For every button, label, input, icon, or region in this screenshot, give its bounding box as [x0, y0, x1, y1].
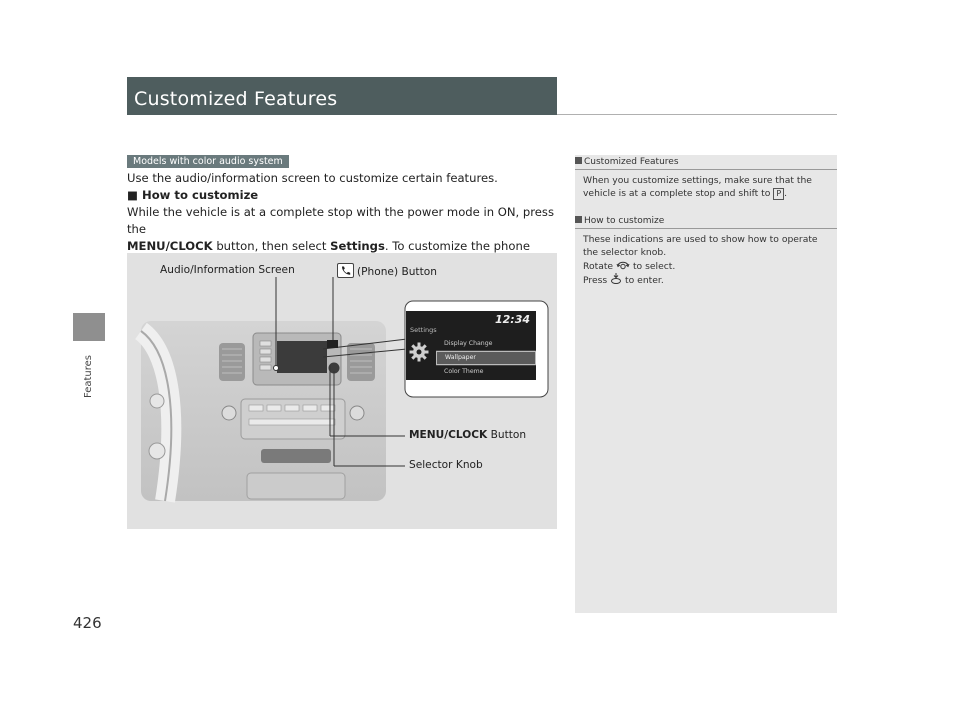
note-rule	[575, 169, 837, 170]
audio-screen-label: Audio/Information Screen	[160, 264, 295, 276]
screen-time: 12:34	[494, 313, 530, 326]
note-heading-text: Customized Features	[584, 157, 679, 167]
note-text-span: vehicle is at a complete stop and shift to	[583, 188, 771, 199]
subheading	[127, 187, 557, 204]
note-text: When you customize settings, make sure that the	[583, 175, 812, 186]
title-rule	[557, 114, 837, 115]
note-text-span: Rotate	[583, 261, 614, 272]
note-heading-1	[575, 157, 679, 167]
dashboard-illustration	[127, 253, 557, 529]
rotate-knob-icon	[616, 259, 630, 270]
page-number: 426	[73, 614, 102, 632]
menu-list	[436, 338, 536, 378]
note-marker	[575, 157, 582, 164]
park-key: P	[773, 188, 784, 200]
menu-clock-bold: MENU/CLOCK	[409, 429, 488, 441]
intro-text: Use the audio/information screen to customize certain features.	[127, 171, 498, 185]
menu-item-selected: Wallpaper	[436, 351, 536, 365]
note-marker	[575, 216, 582, 223]
phone-icon	[337, 263, 354, 278]
section-title: Customized Features	[134, 88, 338, 110]
note-text-span: .	[784, 188, 788, 199]
note-body-1	[583, 174, 833, 200]
press-knob-icon	[610, 273, 622, 284]
note-text-span: Press	[583, 275, 608, 286]
note-rule	[575, 228, 837, 229]
note-heading-2	[575, 216, 664, 226]
note-text-span: to enter.	[625, 275, 664, 286]
phone-button-label	[337, 263, 437, 278]
settings-term: Settings	[330, 239, 385, 253]
section-title-bar	[127, 77, 557, 115]
dashboard-figure	[127, 253, 557, 529]
menu-item: Display Change	[436, 338, 536, 351]
menu-item: Color Theme	[436, 365, 536, 378]
note-heading-text: How to customize	[584, 216, 665, 226]
settings-screen	[406, 311, 536, 380]
instruction-text: button, then select	[212, 239, 331, 253]
screen-header: Settings	[410, 326, 437, 334]
instruction-text: . To customize the phone	[384, 239, 530, 253]
subheading-marker: ■	[127, 188, 138, 202]
note-text	[583, 259, 833, 273]
chapter-label: Features	[83, 355, 94, 399]
phone-button-text: (Phone) Button	[357, 266, 437, 278]
subheading-text: How to customize	[142, 188, 259, 202]
menu-clock-label	[409, 429, 526, 441]
chapter-tab	[73, 313, 105, 341]
menu-clock-term: MENU/CLOCK	[127, 239, 213, 253]
note-text: the selector knob.	[583, 247, 667, 258]
selector-knob-label: Selector Knob	[409, 459, 483, 471]
note-text-span: to select.	[632, 261, 676, 272]
instruction-line-1: While the vehicle is at a complete stop with the power mode in ON, press the	[127, 205, 554, 236]
note-body-2	[583, 233, 833, 287]
note-text: These indications are used to show how to operate	[583, 234, 818, 245]
note-text	[583, 273, 833, 287]
model-badge: Models with color audio system	[127, 155, 289, 168]
note-text	[583, 187, 833, 200]
gear-icon	[408, 341, 430, 363]
menu-clock-rest: Button	[487, 429, 527, 441]
